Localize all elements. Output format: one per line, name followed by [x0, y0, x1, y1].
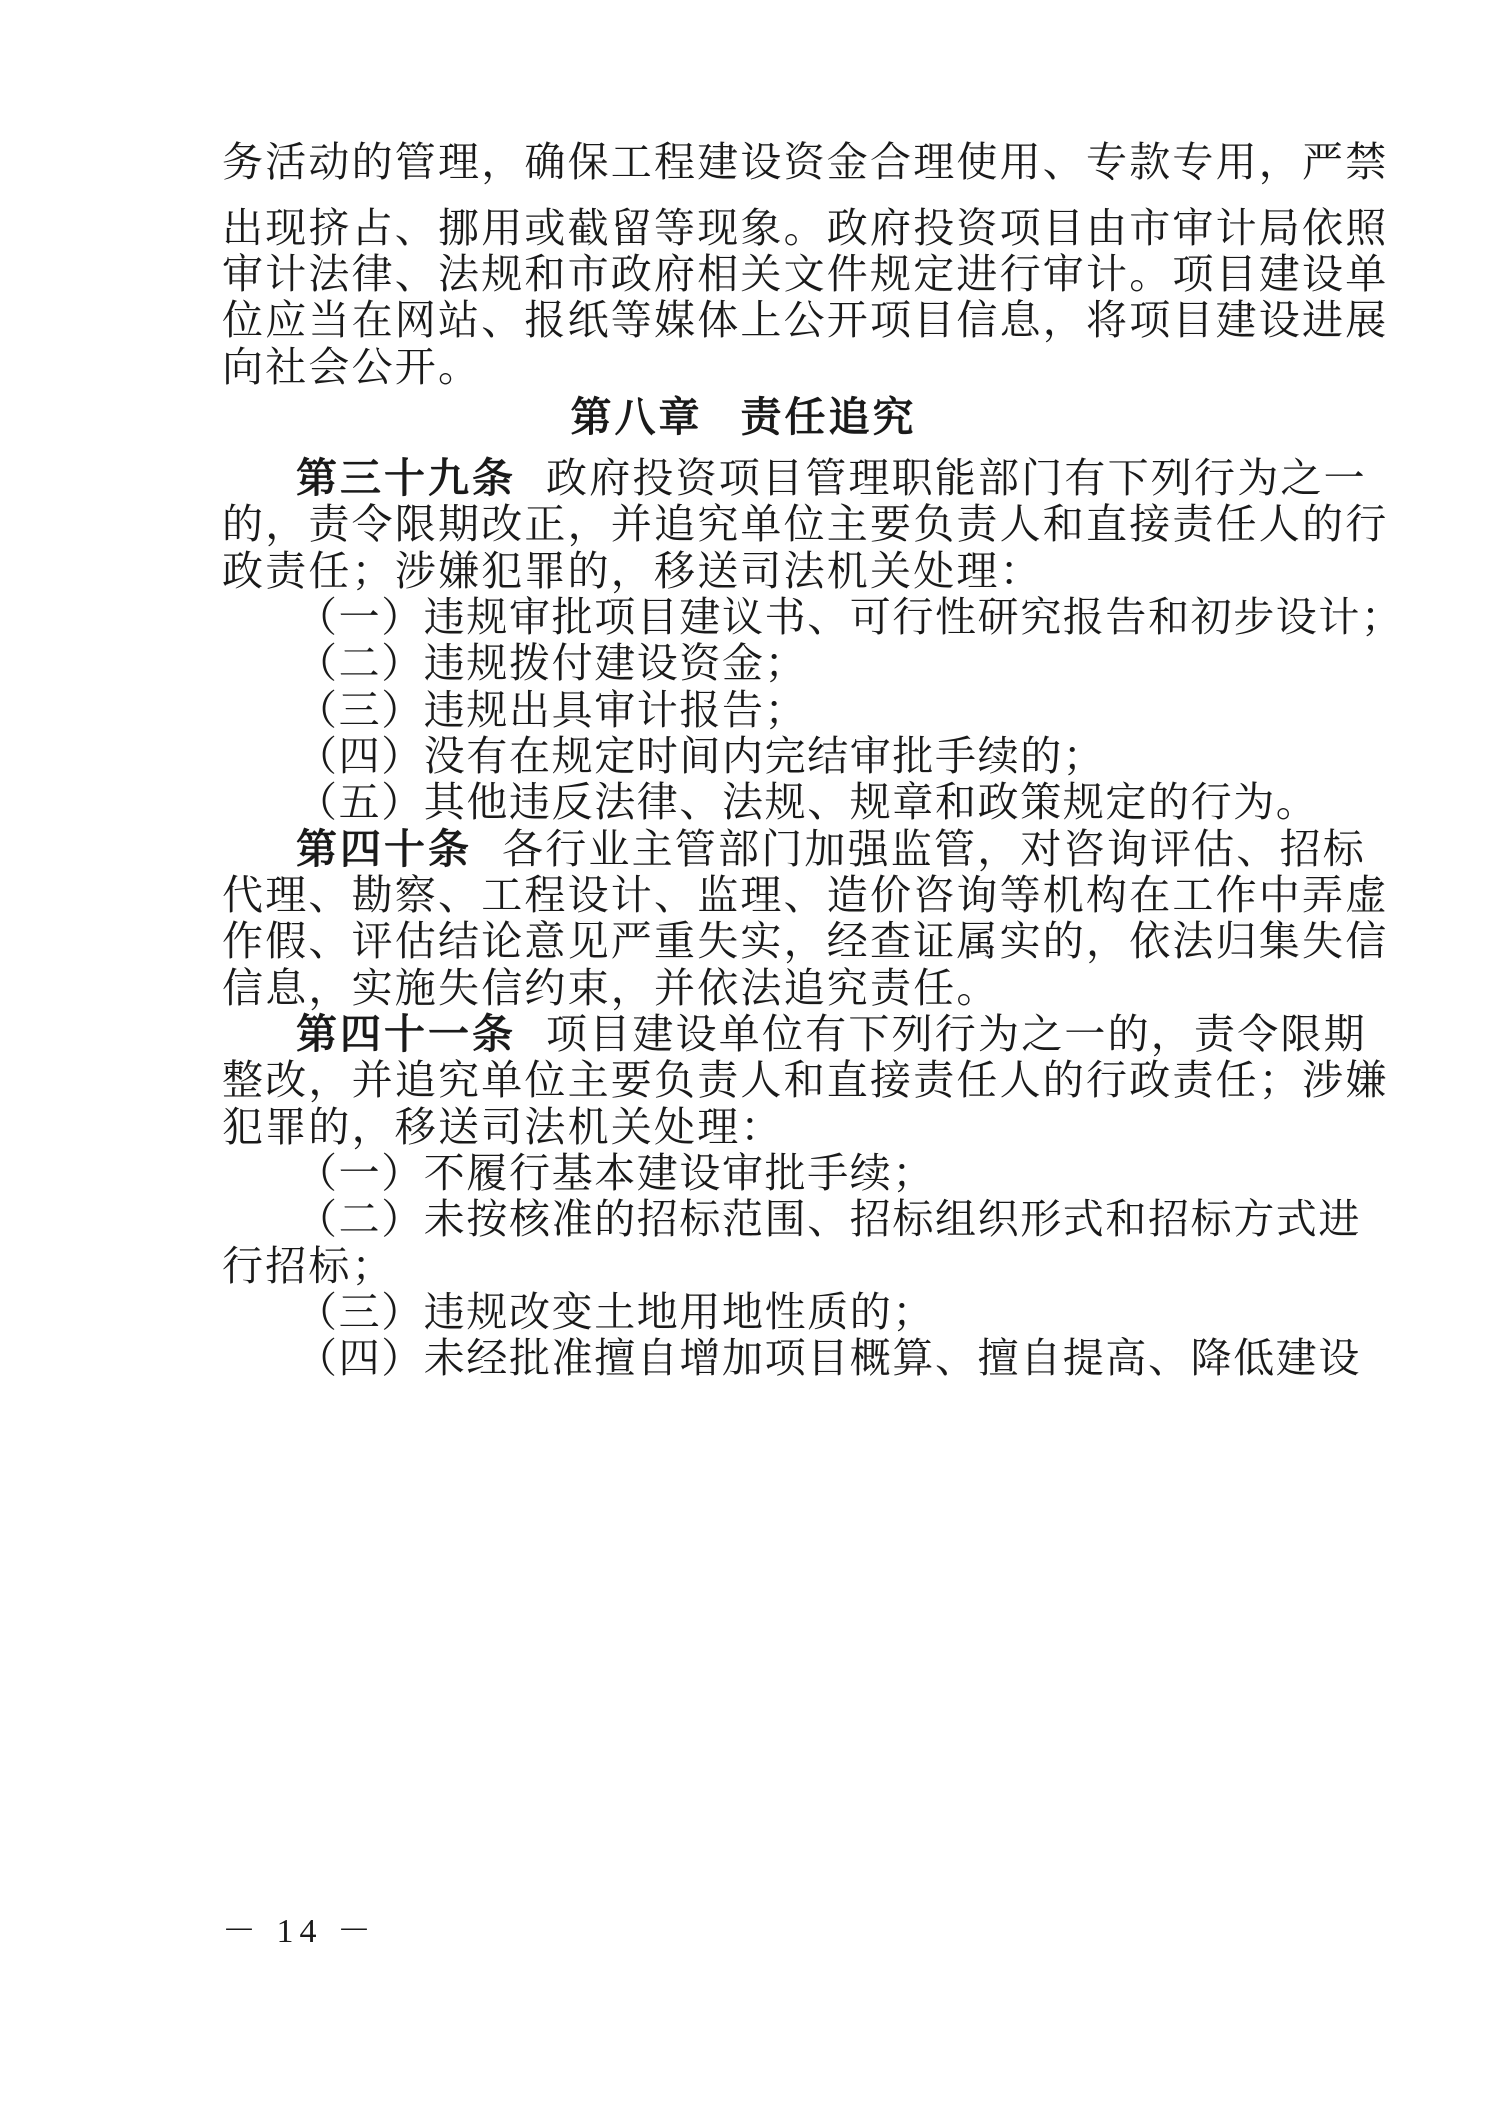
- article-41-label: 第四十一条: [296, 1010, 516, 1058]
- article-39-label: 第三十九条: [296, 454, 516, 502]
- article-41-item-2-continuation: 行招标；: [222, 1242, 395, 1290]
- intro-line-1: 务活动的管理，确保工程建设资金合理使用、专款专用，严禁: [222, 138, 1389, 186]
- page-number: － 14 －: [222, 1913, 377, 1950]
- chapter-title: 责任追究: [740, 393, 917, 441]
- article-40-text: 各行业主管部门加强监管，对咨询评估、招标: [502, 825, 1366, 873]
- article-39-first-line: [296, 454, 1367, 502]
- article-41-item-1: （一）不履行基本建设审批手续；: [296, 1149, 935, 1197]
- article-39-text: 政府投资项目管理职能部门有下列行为之一: [546, 454, 1367, 502]
- article-39-item-1: （一）违规审批项目建议书、可行性研究报告和初步设计；: [296, 593, 1404, 641]
- intro-line-2: 出现挤占、挪用或截留等现象。政府投资项目由市审计局依照: [222, 204, 1389, 252]
- article-40-label: 第四十条: [296, 825, 472, 873]
- chapter-number: 第八章: [570, 393, 703, 441]
- article-39-line-3: 政责任；涉嫌犯罪的，移送司法机关处理：: [222, 547, 1043, 595]
- article-41-text: 项目建设单位有下列行为之一的，责令限期: [546, 1010, 1367, 1058]
- article-41-line-2: 整改，并追究单位主要负责人和直接责任人的行政责任；涉嫌: [222, 1056, 1389, 1104]
- article-39-item-5: （五）其他违反法律、法规、规章和政策规定的行为。: [296, 778, 1319, 826]
- article-40-line-2: 代理、勘察、工程设计、监理、造价咨询等机构在工作中弄虚: [222, 871, 1389, 919]
- article-39-line-2: 的，责令限期改正，并追究单位主要负责人和直接责任人的行: [222, 500, 1389, 548]
- article-39-item-2: （二）违规拨付建设资金；: [296, 639, 808, 687]
- article-39-item-4: （四）没有在规定时间内完结审批手续的；: [296, 732, 1106, 780]
- article-40-first-line: [296, 825, 1366, 873]
- intro-line-5: 向社会公开。: [222, 343, 482, 391]
- article-41-line-3: 犯罪的，移送司法机关处理：: [222, 1103, 784, 1151]
- intro-line-4: 位应当在网站、报纸等媒体上公开项目信息，将项目建设进展: [222, 296, 1389, 344]
- article-40-line-4: 信息，实施失信约束，并依法追究责任。: [222, 964, 1000, 1012]
- article-39-item-3: （三）违规出具审计报告；: [296, 686, 808, 734]
- article-41-item-2: （二）未按核准的招标范围、招标组织形式和招标方式进: [296, 1195, 1361, 1243]
- article-41-item-3: （三）违规改变土地用地性质的；: [296, 1288, 935, 1336]
- article-41-first-line: [296, 1010, 1367, 1058]
- chapter-heading: [0, 393, 1487, 441]
- intro-line-3: 审计法律、法规和市政府相关文件规定进行审计。项目建设单: [222, 250, 1389, 298]
- article-40-line-3: 作假、评估结论意见严重失实，经查证属实的，依法归集失信: [222, 917, 1389, 965]
- article-41-item-4: （四）未经批准擅自增加项目概算、擅自提高、降低建设: [296, 1334, 1361, 1382]
